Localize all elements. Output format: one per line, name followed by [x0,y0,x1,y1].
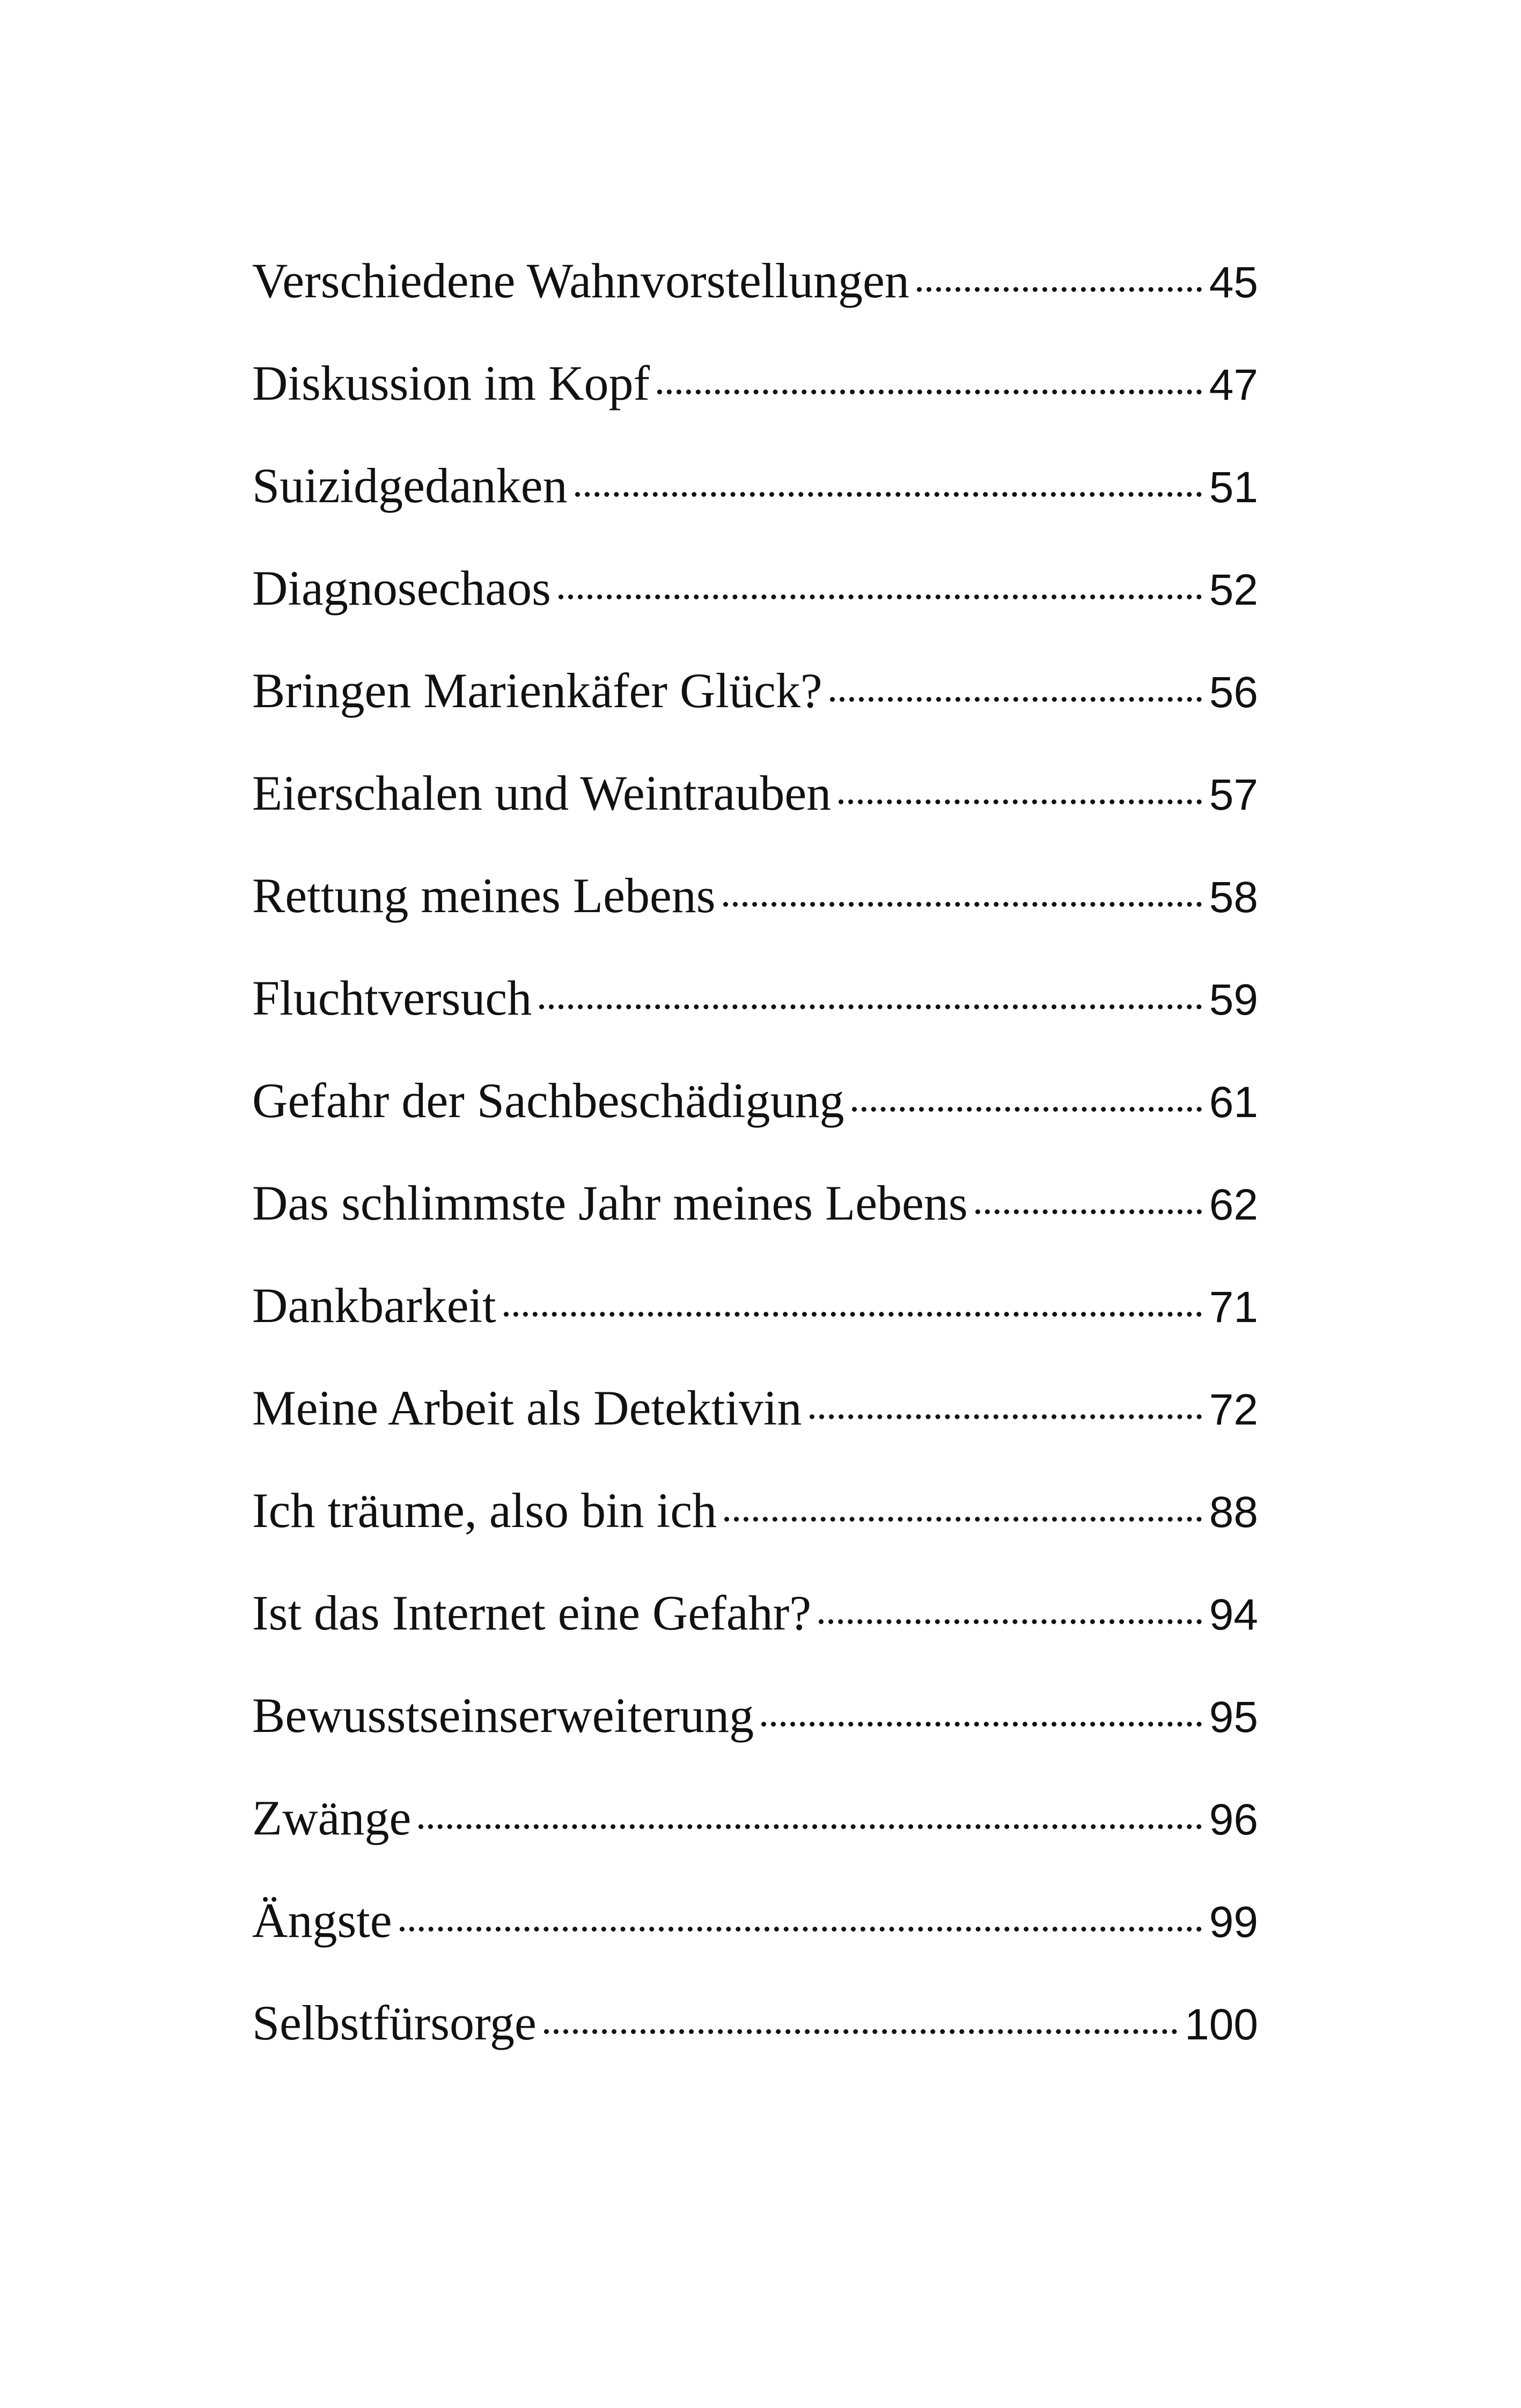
dot-leader [761,1722,1202,1727]
toc-entry [252,662,1258,765]
dot-leader [975,1209,1202,1214]
dot-leader [657,390,1202,394]
toc-entry [252,1584,1258,1687]
toc-entry-page: 94 [1209,1590,1258,1639]
toc-entry-title: Diagnosechaos [252,561,551,615]
dot-leader [839,799,1202,804]
toc-entry-page: 100 [1185,2000,1258,2049]
toc-entry-title: Ängste [252,1893,392,1948]
dot-leader [830,697,1202,702]
toc-entry [252,1687,1258,1789]
toc-entry-title: Rettung meines Lebens [252,868,716,923]
toc-entry-title: Das schlimmste Jahr meines Lebens [252,1176,968,1230]
toc-entry-title: Eierschalen und Weintrauben [252,766,832,820]
dot-leader [559,594,1202,599]
toc-entry [252,252,1258,355]
dot-leader [810,1414,1202,1419]
toc-entry [252,1379,1258,1482]
toc-entry [252,1277,1258,1379]
toc-entry-page: 96 [1209,1795,1258,1844]
toc-entry-page: 56 [1209,668,1258,717]
dot-leader [544,2029,1177,2034]
toc-entry-page: 51 [1209,463,1258,512]
dot-leader [724,1517,1202,1522]
toc-entry-page: 52 [1209,566,1258,614]
toc-entry-page: 95 [1209,1693,1258,1742]
dot-leader [852,1107,1202,1112]
toc-entry [252,1892,1258,1994]
toc-entry [252,1482,1258,1584]
toc-entry-page: 59 [1209,975,1258,1024]
toc-entry-title: Gefahr der Sachbeschädigung [252,1073,844,1128]
dot-leader [917,287,1202,292]
toc-entry-title: Diskussion im Kopf [252,356,650,410]
toc-entry-title: Ich träume, also bin ich [252,1483,717,1538]
toc-entry [252,970,1258,1072]
toc-entry [252,1994,1258,2097]
toc-entry-page: 45 [1209,258,1258,307]
toc-entry-title: Fluchtversuch [252,971,532,1025]
toc-entry-page: 71 [1209,1283,1258,1332]
toc-entry-page: 88 [1209,1488,1258,1537]
toc-entry [252,867,1258,970]
toc-entry-title: Verschiedene Wahnvorstellungen [252,253,909,308]
dot-leader [539,1004,1202,1009]
table-of-contents [252,252,1258,2097]
toc-entry-title: Ist das Internet eine Gefahr? [252,1585,812,1640]
toc-entry-page: 47 [1209,361,1258,409]
toc-entry-page: 61 [1209,1078,1258,1127]
toc-entry [252,457,1258,560]
dot-leader [418,1824,1201,1829]
dot-leader [575,492,1202,497]
toc-entry-page: 72 [1209,1385,1258,1434]
toc-entry-title: Selbstfürsorge [252,1995,537,2050]
toc-entry [252,1072,1258,1174]
toc-entry-title: Meine Arbeit als Detektivin [252,1381,802,1435]
dot-leader [819,1619,1202,1624]
dot-leader [723,902,1202,907]
toc-entry-title: Suizidgedanken [252,458,568,513]
toc-entry-page: 62 [1209,1180,1258,1229]
toc-entry [252,765,1258,867]
toc-entry [252,560,1258,662]
toc-entry-title: Dankbarkeit [252,1278,496,1333]
toc-entry-title: Zwänge [252,1790,412,1845]
toc-entry-page: 99 [1209,1898,1258,1947]
toc-entry [252,1789,1258,1892]
toc-entry-page: 58 [1209,873,1258,922]
toc-entry-page: 57 [1209,770,1258,819]
dot-leader [400,1927,1202,1932]
dot-leader [504,1312,1202,1317]
toc-entry-title: Bringen Marienkäfer Glück? [252,663,822,718]
toc-entry [252,355,1258,457]
toc-entry [252,1174,1258,1277]
toc-entry-title: Bewusstseinserweiterung [252,1688,754,1743]
